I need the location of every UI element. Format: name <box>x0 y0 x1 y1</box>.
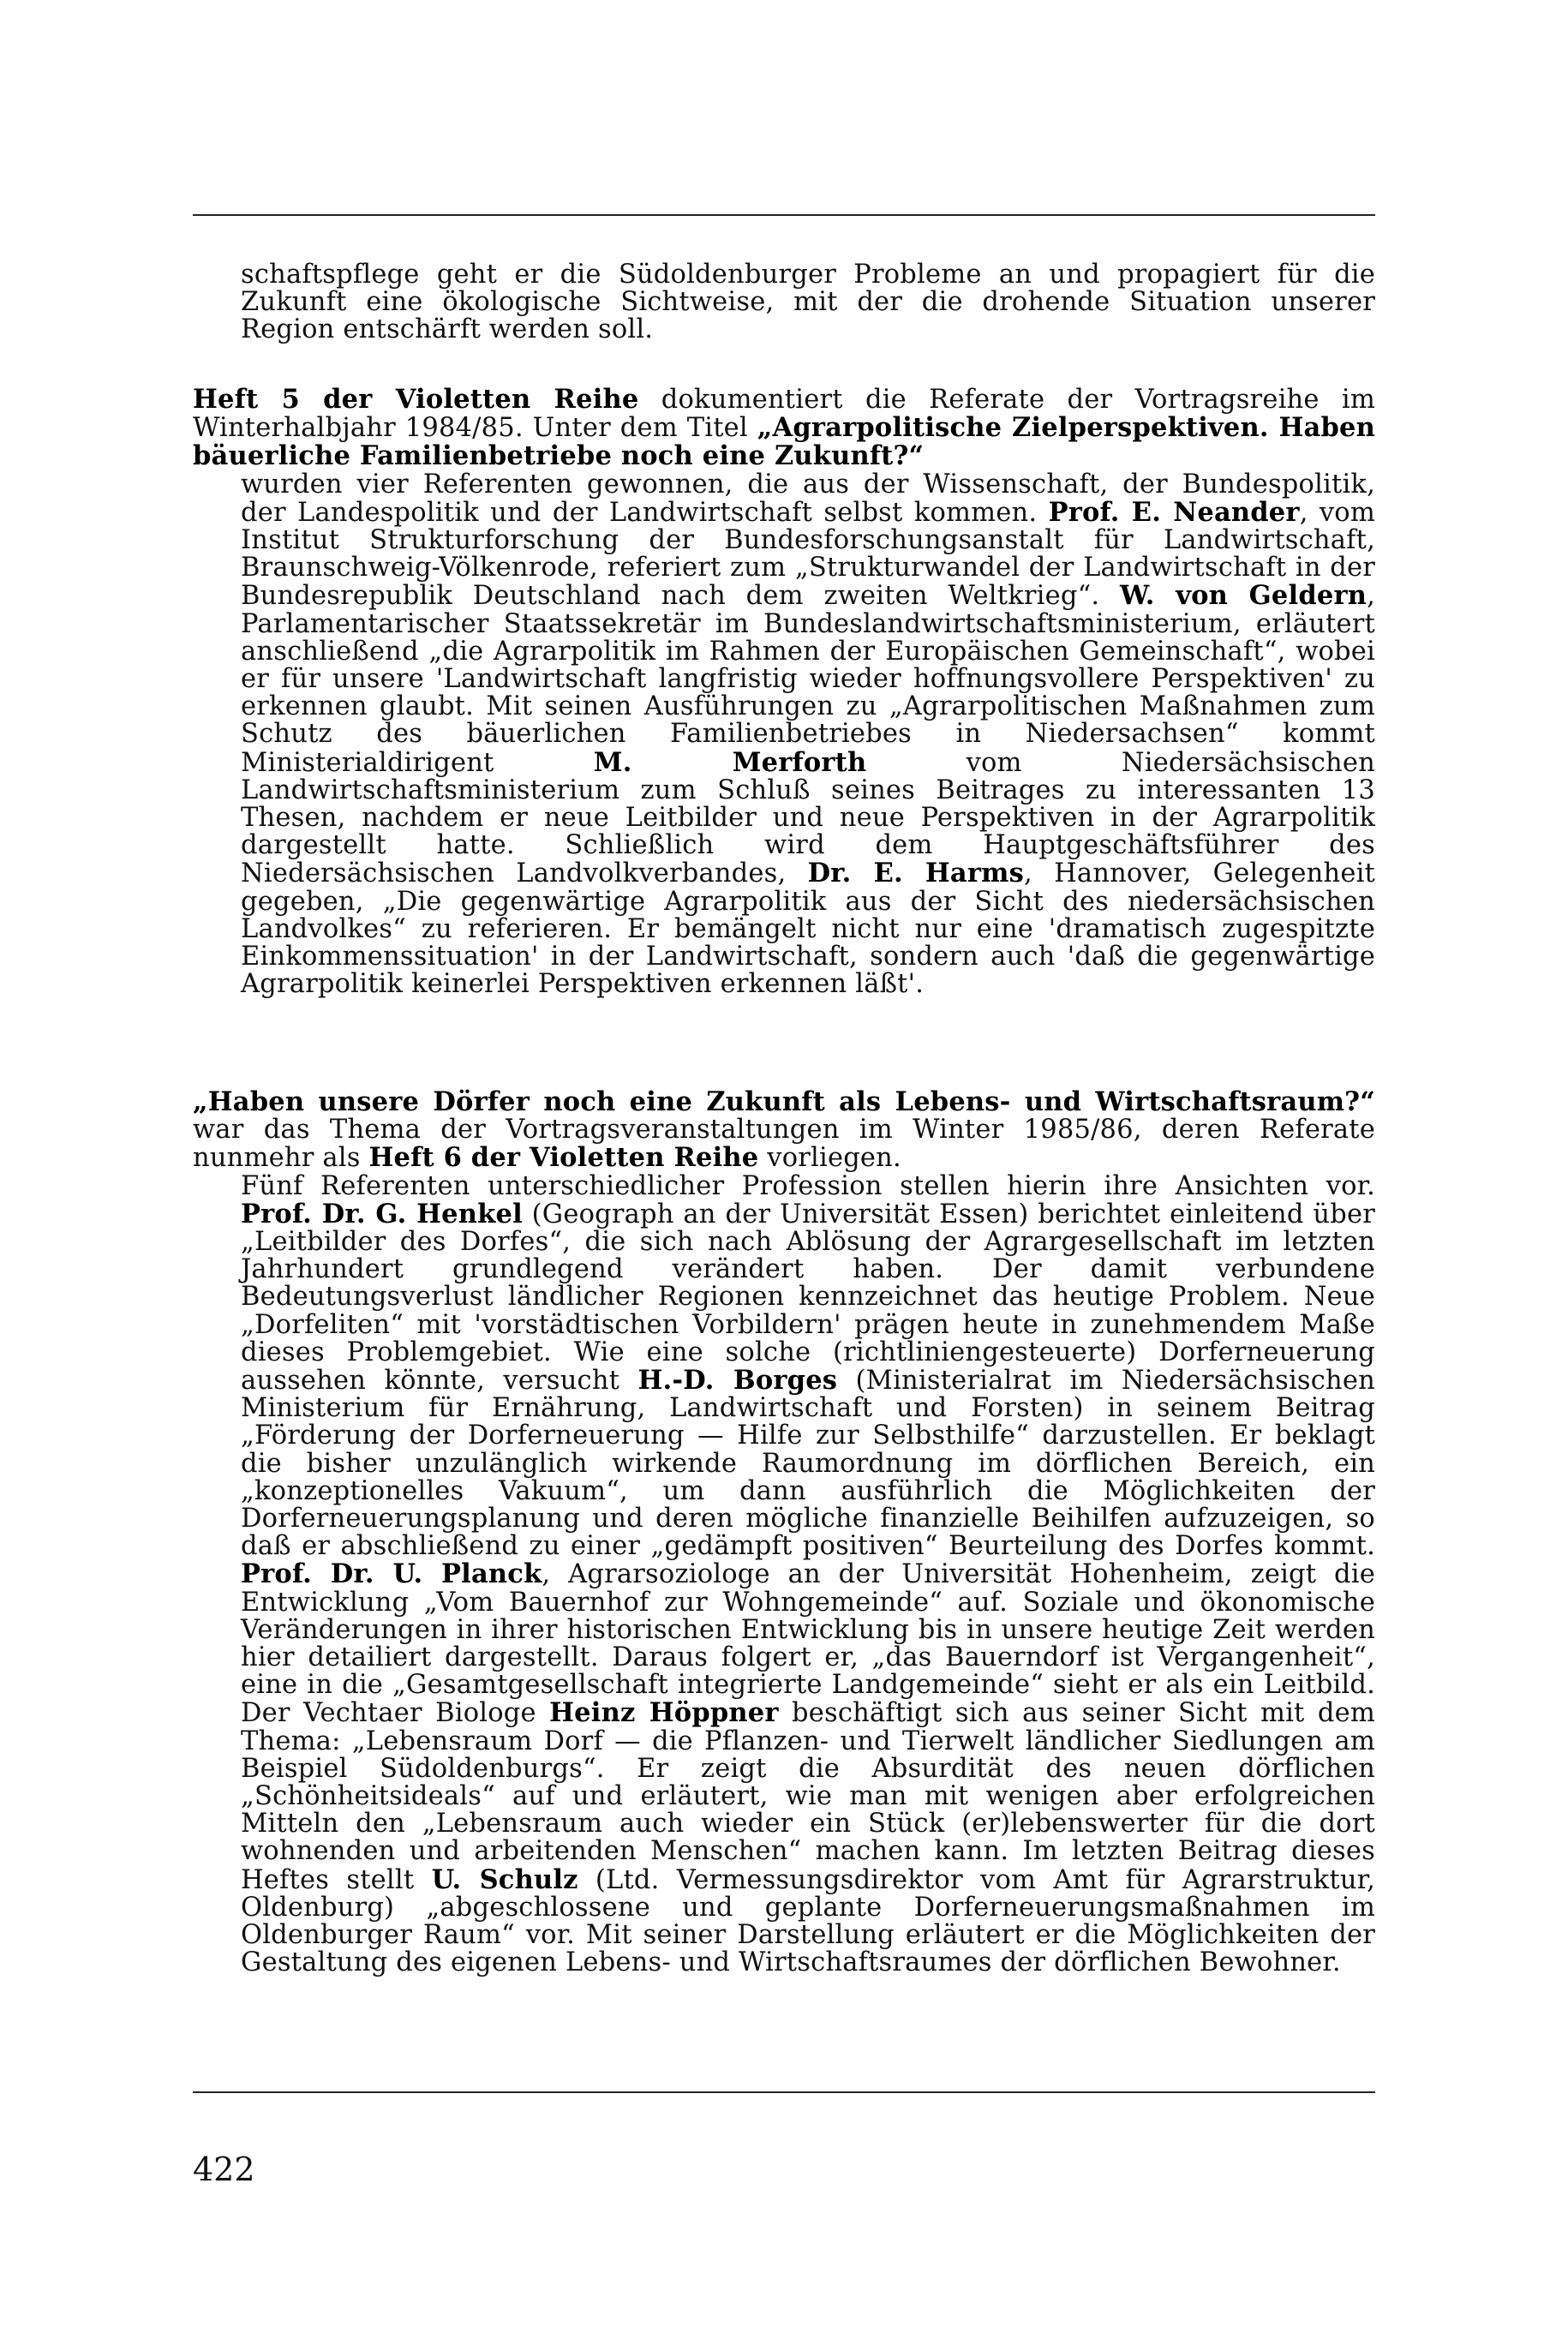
text-run: , Hannover, Gelegenheit gegeben, „Die gegenwärtige Agrarpolitik aus der Sicht des niedersächsischen Landvolkes“ zu referieren. Er bemängelt nicht nur eine 'dramatisch zugespitzte Einkommenssituation' in der Landwirtschaft, sondern auch 'daß die gegenwärtige Agrarpolitik keinerlei Perspektiven erkennen läßt'. <box>241 858 1375 1000</box>
text-run: (Ministerialrat im Niedersächsischen Ministerium für Ernährung, Landwirtschaft und Forsten) in seinem Beitrag „Förderung der Dorferneuerung — Hilfe zur Selbsthilfe“ darzustellen. Er beklagt die bisher unzulänglich wirkende Raumordnung im dörflichen Bereich, ein „konzeptionelles Vakuum“, um dann ausführlich die Möglichkeiten der Dorferneuerungsplanung und deren mögliche finanzielle Beihilfen aufzuzeigen, so daß er abschließend zu einer „gedämpft positiven“ Beurteilung des Dorfes kommt. <box>241 1366 1375 1562</box>
text-run: vom Niedersächsischen Landwirtschaftsministerium zum Schluß seines Beitrages zu interessanten 13 Thesen, nachdem er neue Leitbilder und neue Perspektiven in der Agrarpolitik dargestellt hatte. Schließlich wird dem Hauptgeschäftsführer des Niedersächsischen Landvolkverbandes, <box>241 747 1375 889</box>
text-run: (Ltd. Vermessungsdirektor vom Amt für Agrarstruktur, Oldenburg) „abgeschlossene und geplante Dorferneuerungsmaßnahmen im Oldenburger Raum“ vor. Mit seiner Darstellung erläutert er die Möglichkeiten der Gestaltung des eigenen Lebens- und Wirtschaftsraumes der dörflichen Bewohner. <box>241 1864 1375 1978</box>
bold-von-geldern: W. von Geldern <box>1120 580 1368 612</box>
text-run: war das Thema der Vortragsveranstaltungen im Winter 1985/86, deren Referate nunmehr als <box>193 1115 1375 1174</box>
text-run: , Agrarsoziologe an der Universität Hohenheim, zeigt die Entwicklung „Vom Bauernhof zur Wohngemeinde“ auf. Soziale und ökonomische Veränderungen in ihrer historischen Entwicklung bis in unsere heutige Zeit werden hier detailiert dargestellt. Daraus folgert er, „das Bauerndorf ist Vergangenheit“, eine in die „Gesamtgesellschaft integrierte Landgemeinde“ sieht er als ein Leitbild. Der Vechtaer Biologe <box>241 1559 1375 1729</box>
text-run: dokumentiert die Referate der Vortragsreihe im Winterhalbjahr 1984/85. Unter dem Titel <box>193 385 1375 444</box>
paragraph-schaftspflege <box>193 261 1375 344</box>
bottom-rule <box>193 2091 1375 2093</box>
bold-doerfer-title: „Haben unsere Dörfer noch eine Zukunft als Lebens- und Wirtschaftsraum?“ <box>193 1086 1375 1117</box>
page-number: 422 <box>193 2151 255 2188</box>
text-run: vorliegen. <box>758 1143 901 1174</box>
bold-merforth: M. Merforth <box>593 746 867 778</box>
bold-borges: H.-D. Borges <box>637 1365 838 1397</box>
text-run: , Parlamentarischer Staatssekretär im Bundeslandwirtschaftsministerium, erläutert anschließend „die Agrarpolitik im Rahmen der Europäischen Gemeinschaft“, wobei er für unsere 'Landwirtschaft langfristig wieder hoffnungsvollere Perspektiven' zu erkennen glaubt. Mit seinen Ausführungen zu „Agrarpolitischen Maßnahmen zum Schutz des bäuerlichen Familienbetriebes in Niedersachsen“ kommt Ministerialdirigent <box>241 581 1375 778</box>
section-heft-5 <box>193 386 1375 998</box>
paragraph-heft-5-body <box>193 471 1375 999</box>
bold-henkel: Prof. Dr. G. Henkel <box>241 1198 523 1229</box>
text-run: wurden vier Referenten gewonnen, die aus der Wissenschaft, der Bundespolitik, der Landespolitik und der Landwirtschaft selbst kommen. <box>241 469 1375 528</box>
bold-hoeppner: Heinz Höppner <box>549 1697 779 1729</box>
bold-schulz: U. Schulz <box>431 1863 578 1895</box>
text-run: schaftspflege geht er die Südoldenburger Probleme an und propagiert für die Zukunft eine ökologische Sichtweise, mit der die drohende Situation unserer Region entschärft werden soll. <box>241 260 1375 345</box>
paragraph-heft-6-body <box>193 1170 1375 1978</box>
bold-heft-6-title: Heft 6 der Violetten Reihe <box>368 1142 759 1174</box>
section-heft-6 <box>193 1088 1375 1977</box>
top-rule <box>193 214 1375 216</box>
bold-harms: Dr. E. Harms <box>807 858 1025 889</box>
paragraph-heft-6-intro <box>193 1088 1375 1173</box>
bold-heft-5-title: Heft 5 der Violetten Reihe <box>193 384 639 415</box>
text-run: beschäftigt sich aus seiner Sicht mit dem Thema: „Lebensraum Dorf — die Pflanzen- und Tierwelt ländlicher Siedlungen am Beispiel Südoldenburgs“. Er zeigt die Absurdität des neuen dörflichen „Schönheitsideals“ auf und erläutert, wie man mit wenigen aber erfolgreichen Mitteln den „Lebensraum auch wieder ein Stück (er)lebenswerter für die dort wohnenden und arbeitenden Menschen“ machen kann. Im letzten Beitrag dieses Heftes stellt <box>241 1698 1375 1895</box>
text-run: , vom Institut Strukturforschung der Bundesforschungsanstalt für Landwirtschaft, Braunschweig-Völkenrode, referiert zum „Strukturwandel der Landwirtschaft in der Bundesrepublik Deutschland nach dem zweiten Weltkrieg“. <box>241 497 1375 612</box>
paragraph-heft-5-intro <box>193 386 1375 471</box>
paragraph-continuation <box>193 261 1375 344</box>
bold-seminar-title: „Agrarpolitische Zielperspektiven. Haben bäuerliche Familienbetriebe noch eine Zukunft?“ <box>193 412 1375 472</box>
text-run: Fünf Referenten unterschiedlicher Profession stellen hierin ihre Ansichten vor. <box>241 1170 1375 1201</box>
bold-neander: Prof. E. Neander <box>1048 496 1300 528</box>
bold-planck: Prof. Dr. U. Planck <box>241 1558 542 1590</box>
text-run: (Geograph an der Universität Essen) berichtet einleitend über „Leitbilder des Dorfes“, die sich nach Ablösung der Agrargesellschaft im letzten Jahrhundert grundlegend verändert haben. Der damit verbundene Bedeutungsverlust ländlicher Regionen kennzeichnet das heutige Problem. Neue „Dorfeliten“ mit 'vorstädtischen Vorbildern' prägen heute in zunehmendem Maße dieses Problemgebiet. Wie eine solche (richtliniengesteuerte) Dorferneuerung aussehen könnte, versucht <box>241 1199 1375 1397</box>
